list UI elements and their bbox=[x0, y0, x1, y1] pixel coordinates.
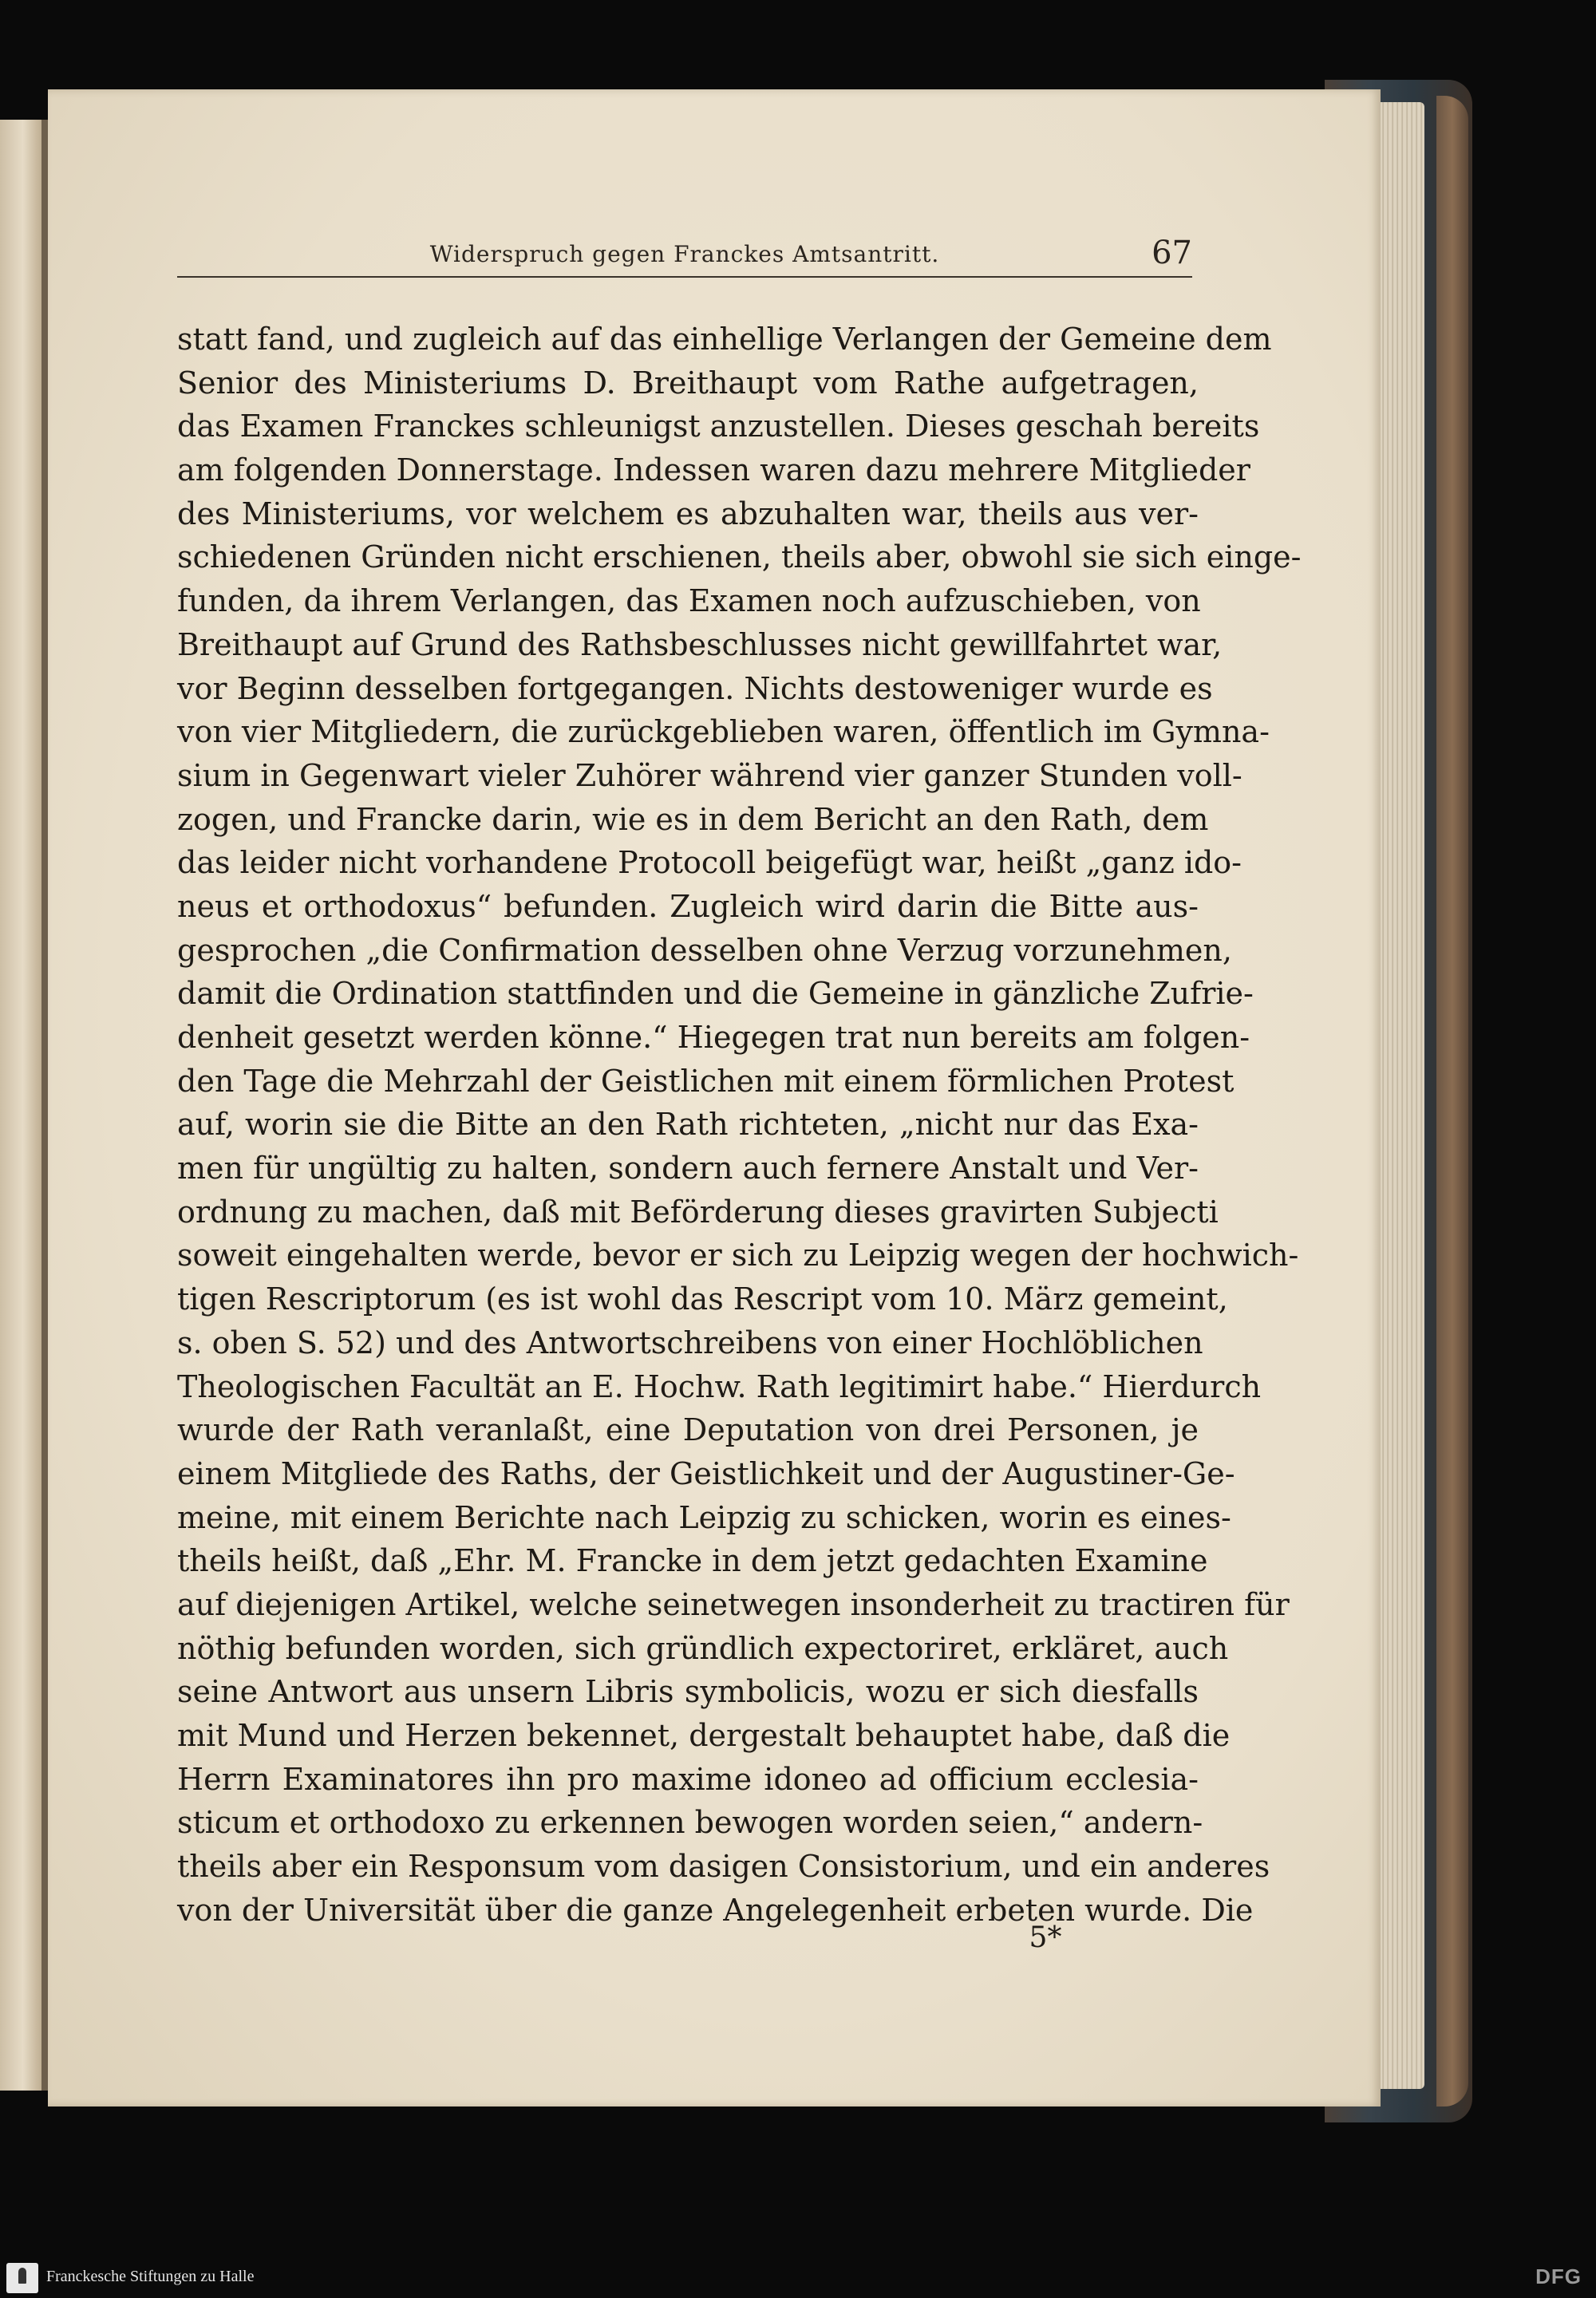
text-line: statt fand, und zugleich auf das einhellige Verlangen der Gemeine dem bbox=[177, 322, 1272, 357]
text-line: Theologischen Facultät an E. Hochw. Rath legitimirt habe.“ Hierdurch bbox=[177, 1368, 1262, 1404]
text-line: schiedenen Gründen nicht erschienen, theils aber, obwohl sie sich einge- bbox=[177, 539, 1302, 575]
text-line: auf, worin sie die Bitte an den Rath richteten, „nicht nur das Exa- bbox=[177, 1107, 1199, 1143]
text-line: auf diejenigen Artikel, welche seinetwegen insonderheit zu tractiren für bbox=[177, 1586, 1290, 1622]
text-line: neus et orthodoxus“ befunden. Zugleich wird darin die Bitte aus- bbox=[177, 888, 1199, 924]
text-line: ordnung zu machen, daß mit Beförderung dieses gravirten Subjecti bbox=[177, 1194, 1219, 1230]
text-line: Breithaupt auf Grund des Rathsbeschlusses nicht gewillfahrtet war, bbox=[177, 626, 1223, 662]
text-line: Herrn Examinatores ihn pro maxime idoneo ad officium ecclesia- bbox=[177, 1761, 1199, 1797]
running-head-title: Widerspruch gegen Franckes Amtsantritt. bbox=[429, 241, 940, 267]
institution-logo-icon bbox=[6, 2263, 38, 2293]
text-line: gesprochen „die Confirmation desselben ohne Verzug vorzunehmen, bbox=[177, 932, 1232, 968]
text-line: von vier Mitgliedern, die zurückgeblieben waren, öffentlich im Gymna- bbox=[177, 714, 1270, 750]
text-line: denheit gesetzt werden könne.“ Hiegegen trat nun bereits am folgen- bbox=[177, 1020, 1250, 1055]
viewer-footer bbox=[0, 2257, 1596, 2298]
text-line: theils aber ein Responsum vom dasigen Consistorium, und ein anderes bbox=[177, 1849, 1270, 1885]
text-line: damit die Ordination stattfinden und die Gemeine in gänzliche Zufrie- bbox=[177, 976, 1254, 1012]
text-line: sium in Gegenwart vieler Zuhörer während vier ganzer Stunden voll- bbox=[177, 757, 1242, 793]
text-line: s. oben S. 52) und des Antwortschreibens von einer Hochlöblichen bbox=[177, 1325, 1203, 1360]
text-line: tigen Rescriptorum (es ist wohl das Rescript vom 10. März gemeint, bbox=[177, 1281, 1228, 1317]
text-line: seine Antwort aus unsern Libris symbolicis, wozu er sich diesfalls bbox=[177, 1674, 1199, 1710]
text-line: am folgenden Donnerstage. Indessen waren dazu mehrere Mitglieder bbox=[177, 452, 1250, 488]
text-line: Senior des Ministeriums D. Breithaupt vom Rathe aufgetragen, bbox=[177, 365, 1199, 401]
text-line: das leider nicht vorhandene Protocoll beigefügt war, heißt „ganz ido- bbox=[177, 845, 1242, 881]
text-line: wurde der Rath veranlaßt, eine Deputation von drei Personen, je bbox=[177, 1412, 1199, 1448]
text-line: meine, mit einem Berichte nach Leipzig zu schicken, worin es eines- bbox=[177, 1499, 1231, 1535]
text-line: nöthig befunden worden, sich gründlich expectoriret, erkläret, auch bbox=[177, 1630, 1229, 1666]
text-line: mit Mund und Herzen bekennet, dergestalt behauptet habe, daß die bbox=[177, 1718, 1231, 1753]
text-line: das Examen Franckes schleunigst anzustellen. Dieses geschah bereits bbox=[177, 409, 1260, 444]
signature-mark: 5* bbox=[1029, 1921, 1062, 1954]
text-line: theils heißt, daß „Ehr. M. Francke in dem jetzt gedachten Examine bbox=[177, 1543, 1208, 1579]
text-line: zogen, und Francke darin, wie es in dem Bericht an den Rath, dem bbox=[177, 801, 1209, 837]
text-line: den Tage die Mehrzahl der Geistlichen mit einem förmlichen Protest bbox=[177, 1063, 1235, 1099]
text-line: men für ungültig zu halten, sondern auch fernere Anstalt und Ver- bbox=[177, 1151, 1199, 1187]
text-line: vor Beginn desselben fortgegangen. Nichts destoweniger wurde es bbox=[177, 670, 1213, 706]
text-line: von der Universität über die ganze Angelegenheit erbeten wurde. Die bbox=[177, 1892, 1254, 1928]
text-line: sticum et orthodoxo zu erkennen bewogen worden seien,“ andern- bbox=[177, 1805, 1203, 1841]
page-number: 67 bbox=[1152, 235, 1192, 271]
text-line: einem Mitgliede des Raths, der Geistlichkeit und der Augustiner-Ge- bbox=[177, 1455, 1235, 1491]
institution-label: Franckesche Stiftungen zu Halle bbox=[46, 2268, 255, 2285]
running-head bbox=[177, 236, 1192, 278]
text-line: soweit eingehalten werde, bevor er sich zu Leipzig wegen der hochwich- bbox=[177, 1238, 1299, 1273]
text-line: funden, da ihrem Verlangen, das Examen noch aufzuschieben, von bbox=[177, 583, 1201, 619]
body-text bbox=[177, 318, 1302, 1932]
left-page-edge bbox=[0, 120, 44, 2091]
dfg-badge: DFG bbox=[1535, 2264, 1582, 2288]
text-line: des Ministeriums, vor welchem es abzuhalten war, theils aus ver- bbox=[177, 496, 1199, 531]
cover-edge bbox=[1436, 96, 1468, 2106]
